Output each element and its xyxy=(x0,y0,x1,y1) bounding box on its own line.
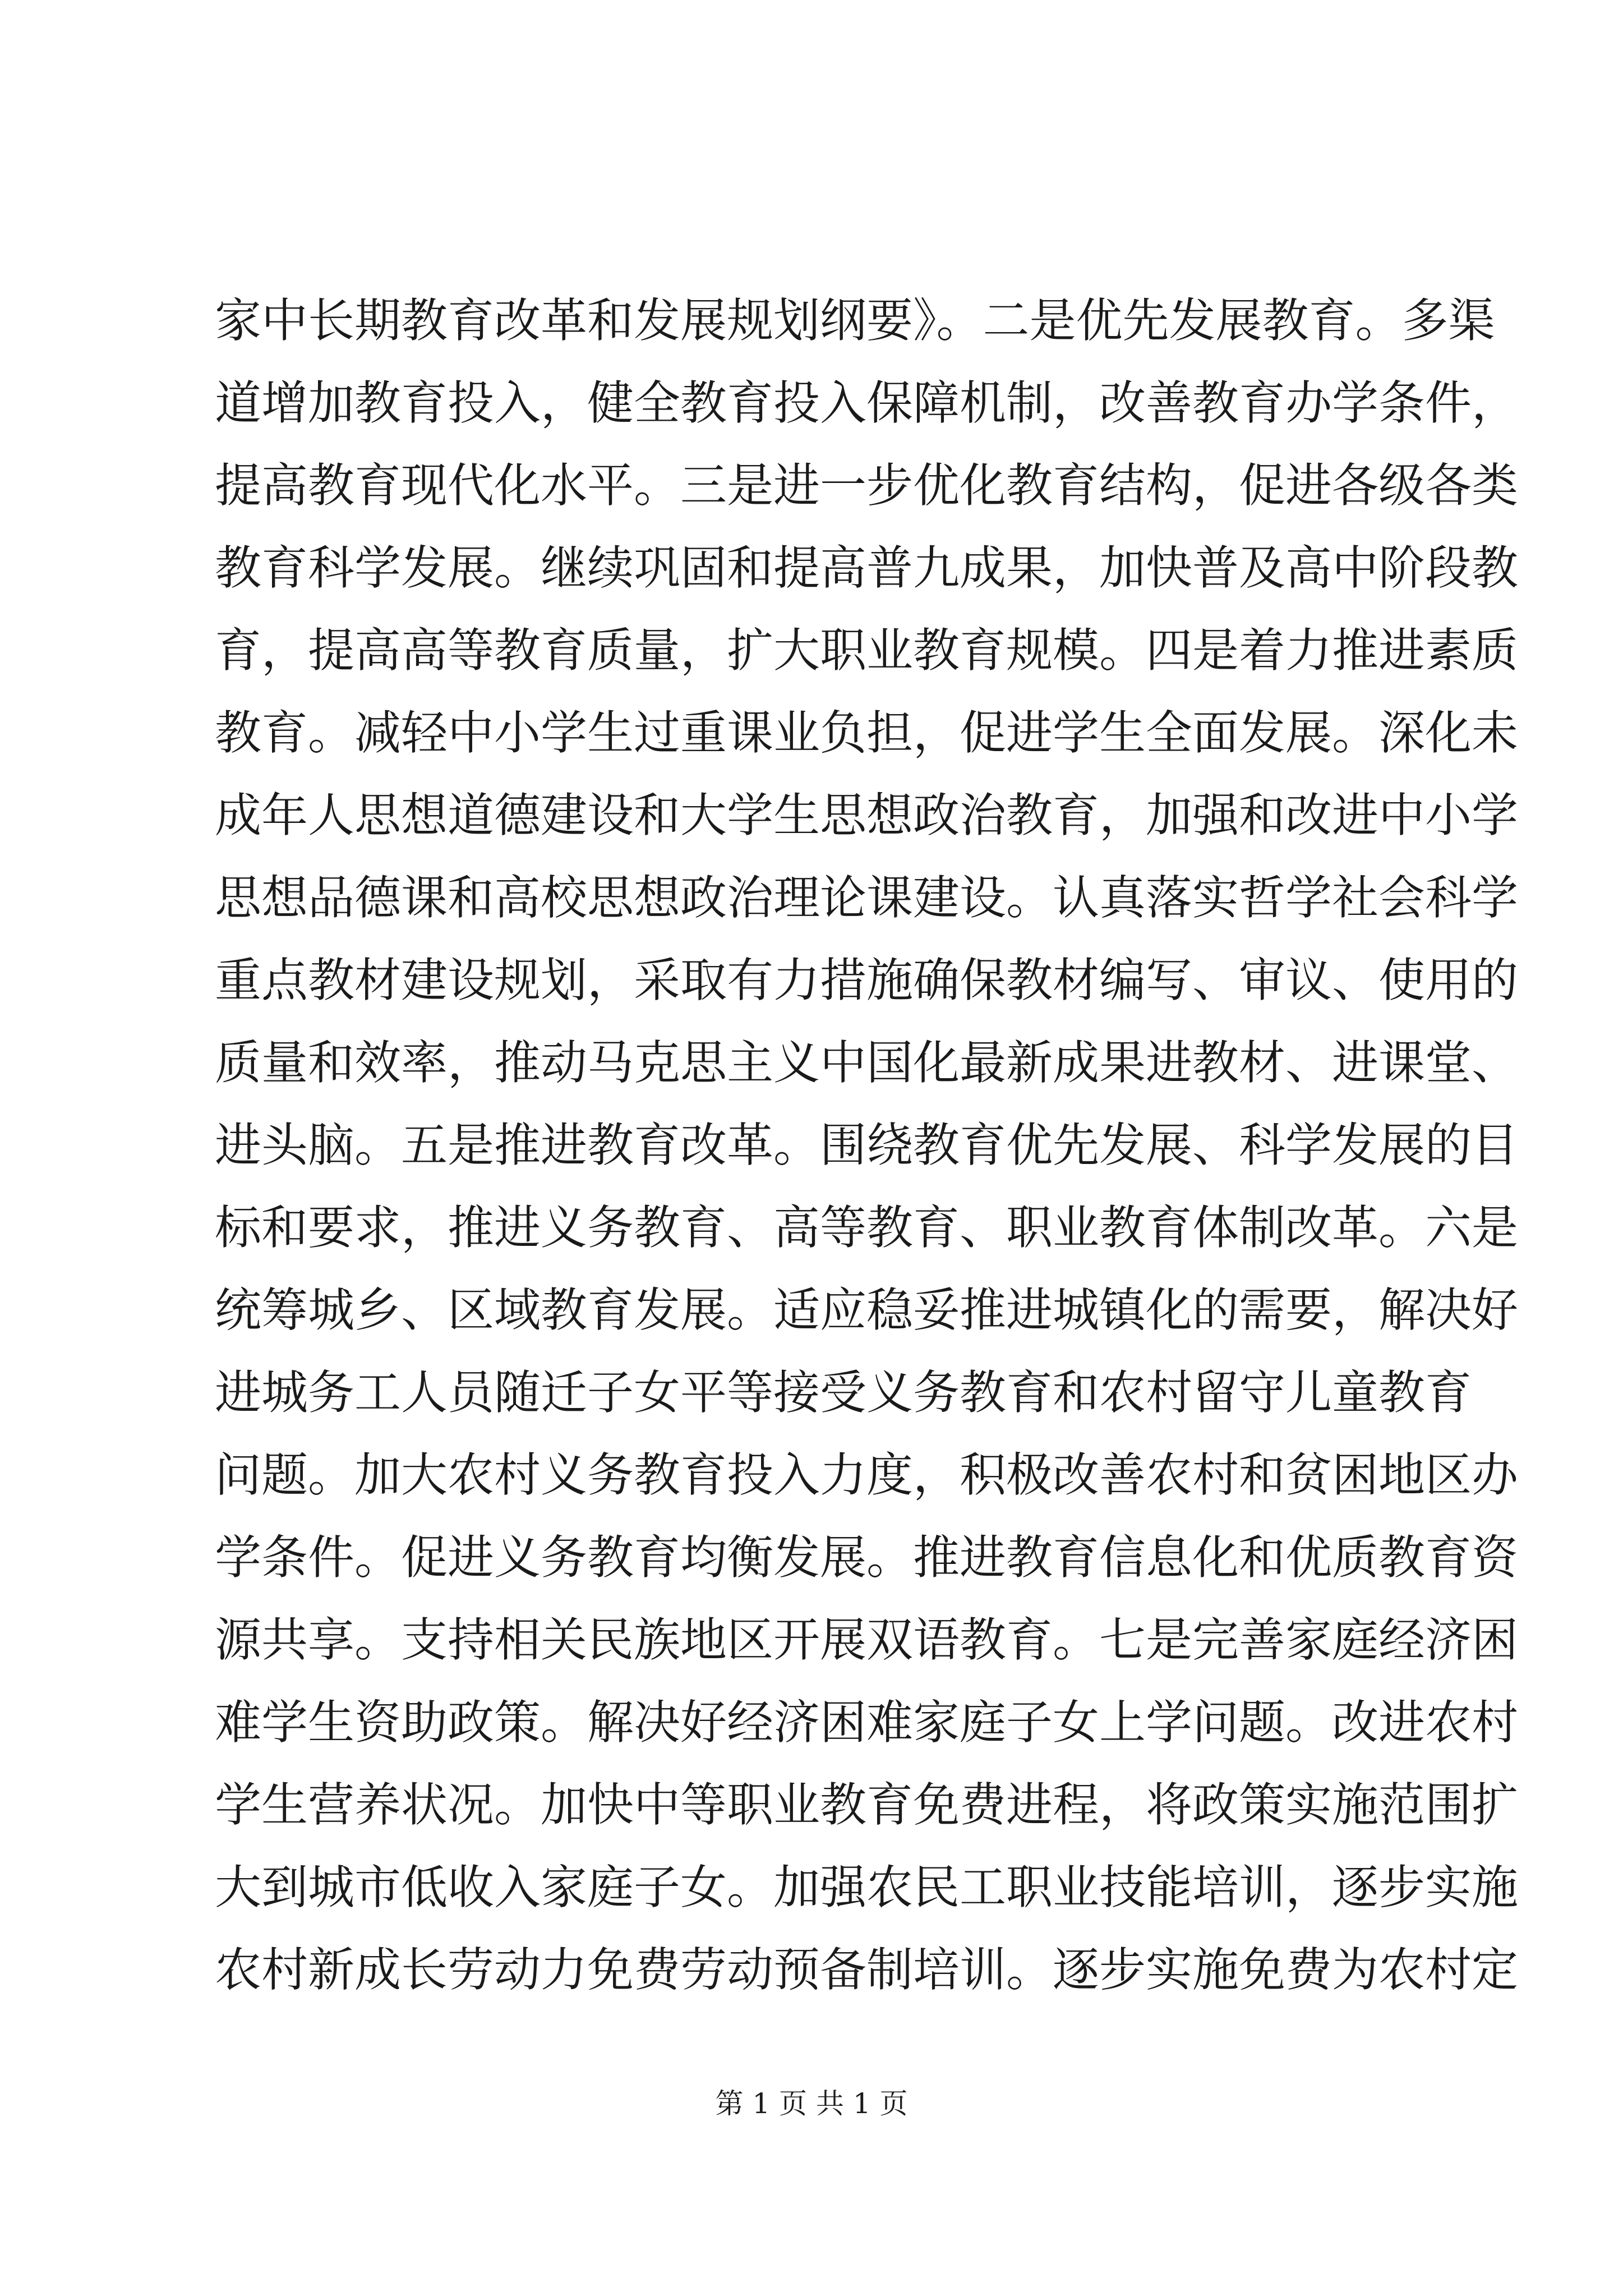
text-line: 提高教育现代化水平。三是进一步优化教育结构，促进各级各类 xyxy=(215,458,1518,513)
text-line: 学条件。促进义务教育均衡发展。推进教育信息化和优质教育资 xyxy=(215,1530,1518,1585)
page-number: 第 1 页 共 1 页 xyxy=(715,2087,908,2120)
text-line: 道增加教育投入，健全教育投入保障机制，改善教育办学条件， xyxy=(215,376,1518,430)
text-line: 农村新成长劳动力免费劳动预备制培训。逐步实施免费为农村定 xyxy=(215,1943,1518,1997)
text-line: 教育。减轻中小学生过重课业负担，促进学生全面发展。深化未 xyxy=(215,706,1518,760)
text-line: 进城务工人员随迁子女平等接受义务教育和农村留守儿童教育 xyxy=(215,1365,1472,1420)
text-line: 难学生资助政策。解决好经济困难家庭子女上学问题。改进农村 xyxy=(215,1695,1518,1750)
body-text xyxy=(215,279,1518,2011)
text-line: 进头脑。五是推进教育改革。围绕教育优先发展、科学发展的目 xyxy=(215,1118,1518,1172)
text-line: 统筹城乡、区域教育发展。适应稳妥推进城镇化的需要，解决好 xyxy=(215,1283,1518,1337)
text-line: 家中长期教育改革和发展规划纲要》。二是优先发展教育。多渠 xyxy=(215,293,1495,348)
text-line: 大到城市低收入家庭子女。加强农民工职业技能培训，逐步实施 xyxy=(215,1860,1518,1915)
text-line: 重点教材建设规划，采取有力措施确保教材编写、审议、使用的 xyxy=(215,953,1518,1007)
text-line: 源共享。支持相关民族地区开展双语教育。七是完善家庭经济困 xyxy=(215,1613,1518,1667)
text-line: 质量和效率，推动马克思主义中国化最新成果进教材、进课堂、 xyxy=(215,1036,1518,1090)
text-line: 成年人思想道德建设和大学生思想政治教育，加强和改进中小学 xyxy=(215,788,1518,843)
text-line: 思想品德课和高校思想政治理论课建设。认真落实哲学社会科学 xyxy=(215,871,1518,925)
text-line: 学生营养状况。加快中等职业教育免费进程，将政策实施范围扩 xyxy=(215,1778,1518,1832)
text-line: 教育科学发展。继续巩固和提高普九成果，加快普及高中阶段教 xyxy=(215,541,1518,595)
text-line: 育，提高高等教育质量，扩大职业教育规模。四是着力推进素质 xyxy=(215,623,1518,678)
text-line: 问题。加大农村义务教育投入力度，积极改善农村和贫困地区办 xyxy=(215,1448,1518,1502)
page-footer xyxy=(0,2084,1623,2123)
text-line: 标和要求，推进义务教育、高等教育、职业教育体制改革。六是 xyxy=(215,1200,1518,1255)
